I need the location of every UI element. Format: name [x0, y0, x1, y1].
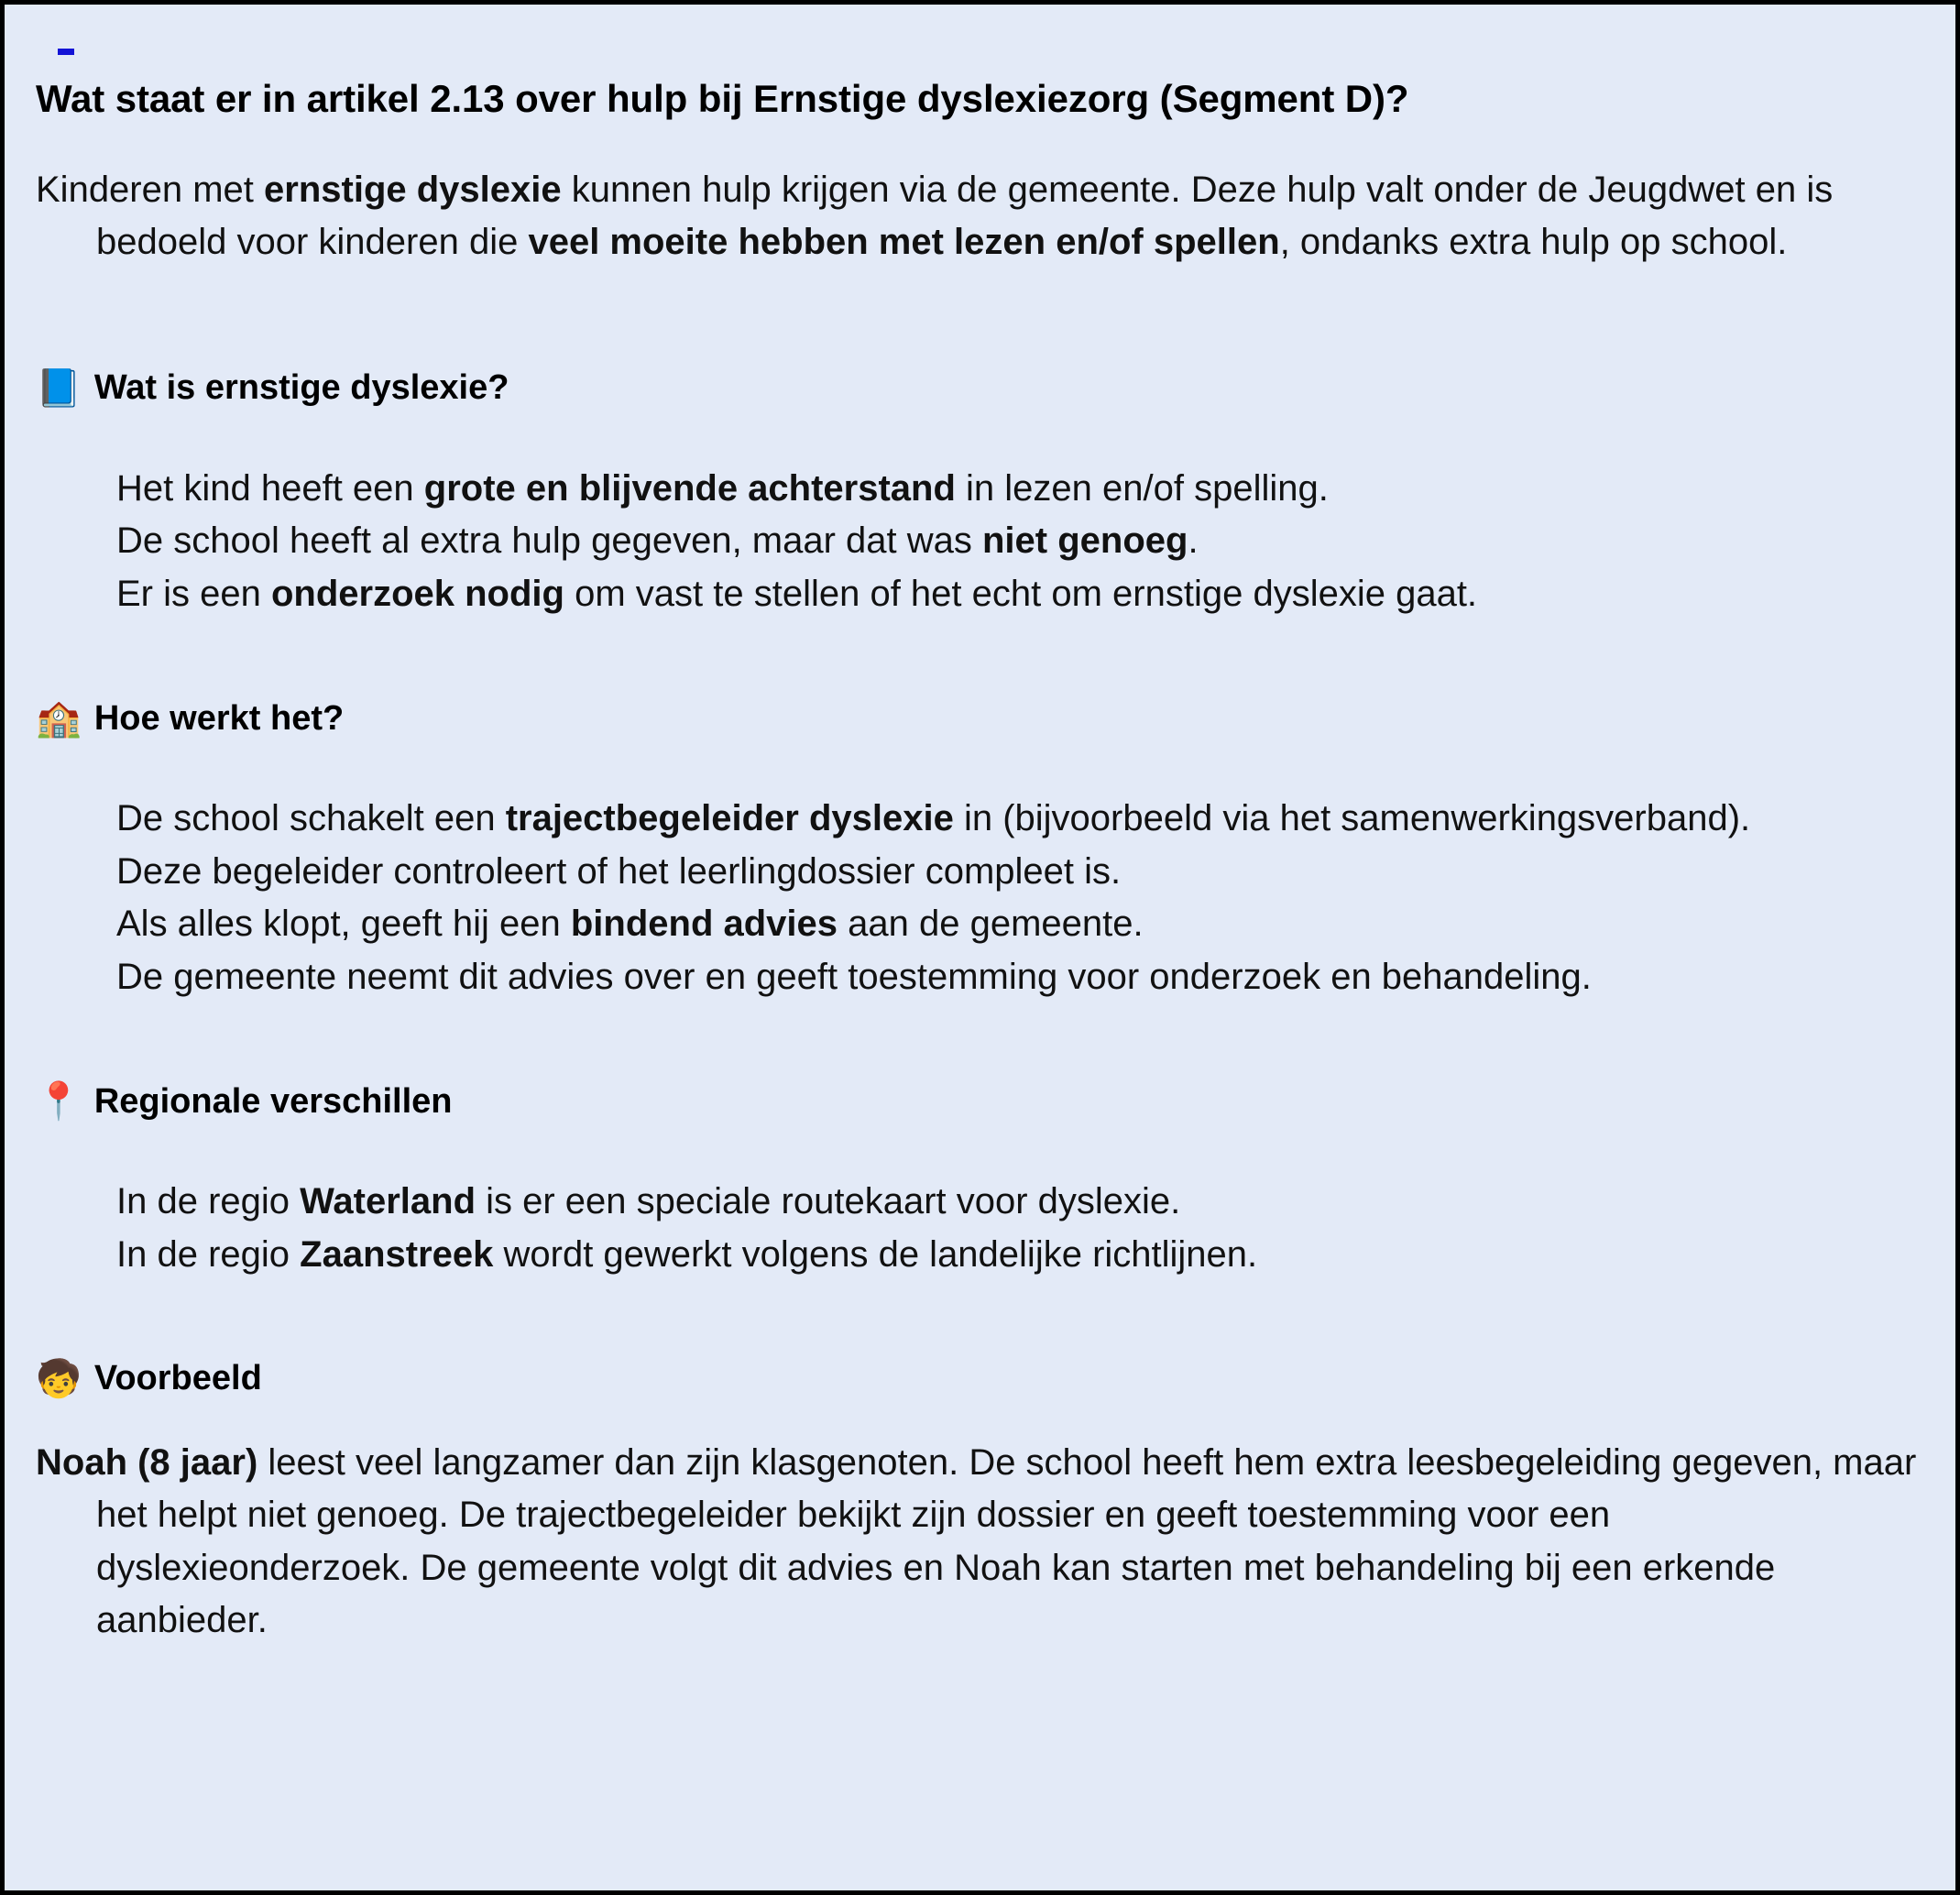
spacer [36, 1281, 1924, 1358]
list-item [116, 568, 1924, 621]
child-icon: 🧒 [36, 1359, 82, 1400]
section-lines [36, 463, 1924, 621]
list-item [116, 1229, 1924, 1282]
line-text-c: is er een speciale routekaart voor dyslexie. [476, 1181, 1181, 1222]
line-text-c: in (bijvoorbeeld via het samenwerkingsverband). [953, 798, 1751, 839]
section-wat-is-ernstige-dyslexie [36, 367, 1924, 620]
section-heading [36, 698, 1924, 740]
line-text-bold: trajectbegeleider dyslexie [505, 798, 954, 839]
spacer [36, 268, 1924, 367]
line-text-bold: onderzoek nodig [270, 574, 564, 615]
round-pushpin-icon: 📍 [36, 1081, 82, 1123]
section-lines [36, 793, 1924, 1003]
line-text-c: . [1188, 520, 1199, 562]
line-text-c: wordt gewerkt volgens de landelijke richtlijnen. [493, 1233, 1258, 1275]
spacer [36, 621, 1924, 698]
section-regionale-verschillen [36, 1081, 1924, 1282]
spacer [36, 1400, 1924, 1437]
intro-paragraph [36, 164, 1924, 269]
line-text-a: De school schakelt een [116, 798, 506, 839]
line-text-a: Er is een [116, 574, 271, 615]
list-item [116, 898, 1924, 951]
list-item [116, 793, 1924, 846]
line-text-a: In de regio [116, 1233, 301, 1275]
list-item [116, 1176, 1924, 1229]
section-lines [36, 1176, 1924, 1281]
intro-bold-2: veel moeite hebben met lezen en/of spellen [528, 221, 1280, 262]
list-item [116, 846, 1924, 899]
line-text-a: Als alles klopt, geeft hij een [116, 904, 571, 945]
example-subject-bold: Noah (8 jaar) [36, 1442, 258, 1483]
line-text-a: De gemeente neemt dit advies over en geeft toestemming voor onderzoek en behandeling. [116, 957, 1592, 998]
school-icon: 🏫 [36, 698, 82, 739]
intro-text-part-2: kunnen hulp krijgen via de gemeente. Deze hulp valt onder de Jeugdwet en is bedoeld voor kinderen die [96, 169, 1834, 262]
blue-book-icon: 📘 [36, 368, 82, 410]
line-text-a: Deze begeleider controleert of het leerlingdossier compleet is. [116, 850, 1122, 892]
spacer [36, 739, 1924, 793]
line-text-a: In de regio [116, 1181, 301, 1222]
section-heading-label: Hoe werkt het? [93, 698, 345, 738]
section-heading-label: Voorbeeld [93, 1359, 262, 1398]
example-paragraph [36, 1437, 1924, 1648]
line-text-bold: bindend advies [570, 904, 838, 945]
line-text-bold: Zaanstreek [300, 1233, 494, 1275]
line-text-bold: niet genoeg [982, 520, 1188, 562]
list-item [116, 463, 1924, 516]
text-cursor-marker [58, 49, 74, 55]
section-heading-label: Regionale verschillen [93, 1081, 453, 1121]
page-title: Wat staat er in artikel 2.13 over hulp bij Ernstige dyslexiezorg (Segment D)? [36, 77, 1409, 120]
example-body-text: leest veel langzamer dan zijn klasgenoten. De school heeft hem extra leesbegeleiding gegeven, maar het helpt niet genoeg. De trajectbegeleider bekijkt zijn dossier en geeft toestemming voor een dyslexieonderzoek. De gemeente volgt dit advies en Noah kan starten met behandeling bij een erkende aanbieder. [96, 1442, 1917, 1641]
intro-text-part-1: Kinderen met [36, 169, 265, 210]
section-heading [36, 1358, 1924, 1400]
list-item [116, 951, 1924, 1004]
line-text-c: aan de gemeente. [838, 904, 1144, 945]
section-heading [36, 367, 1924, 410]
spacer [36, 1123, 1924, 1176]
line-text-c: in lezen en/of spelling. [955, 467, 1329, 509]
line-text-a: De school heeft al extra hulp gegeven, maar dat was [116, 520, 982, 562]
list-item [116, 515, 1924, 568]
section-heading-label: Wat is ernstige dyslexie? [93, 368, 509, 408]
intro-text-part-3: , ondanks extra hulp op school. [1279, 221, 1788, 262]
section-hoe-werkt-het [36, 698, 1924, 1004]
intro-bold-1: ernstige dyslexie [264, 169, 562, 210]
spacer [36, 410, 1924, 463]
document-body [5, 5, 1955, 1648]
section-voorbeeld [36, 1358, 1924, 1647]
line-text-bold: grote en blijvende achterstand [423, 467, 956, 509]
spacer [36, 1004, 1924, 1081]
line-text-a: Het kind heeft een [116, 467, 424, 509]
line-text-bold: Waterland [300, 1181, 476, 1222]
line-text-c: om vast te stellen of het echt om ernstige dyslexie gaat. [564, 574, 1478, 615]
section-heading [36, 1081, 1924, 1123]
